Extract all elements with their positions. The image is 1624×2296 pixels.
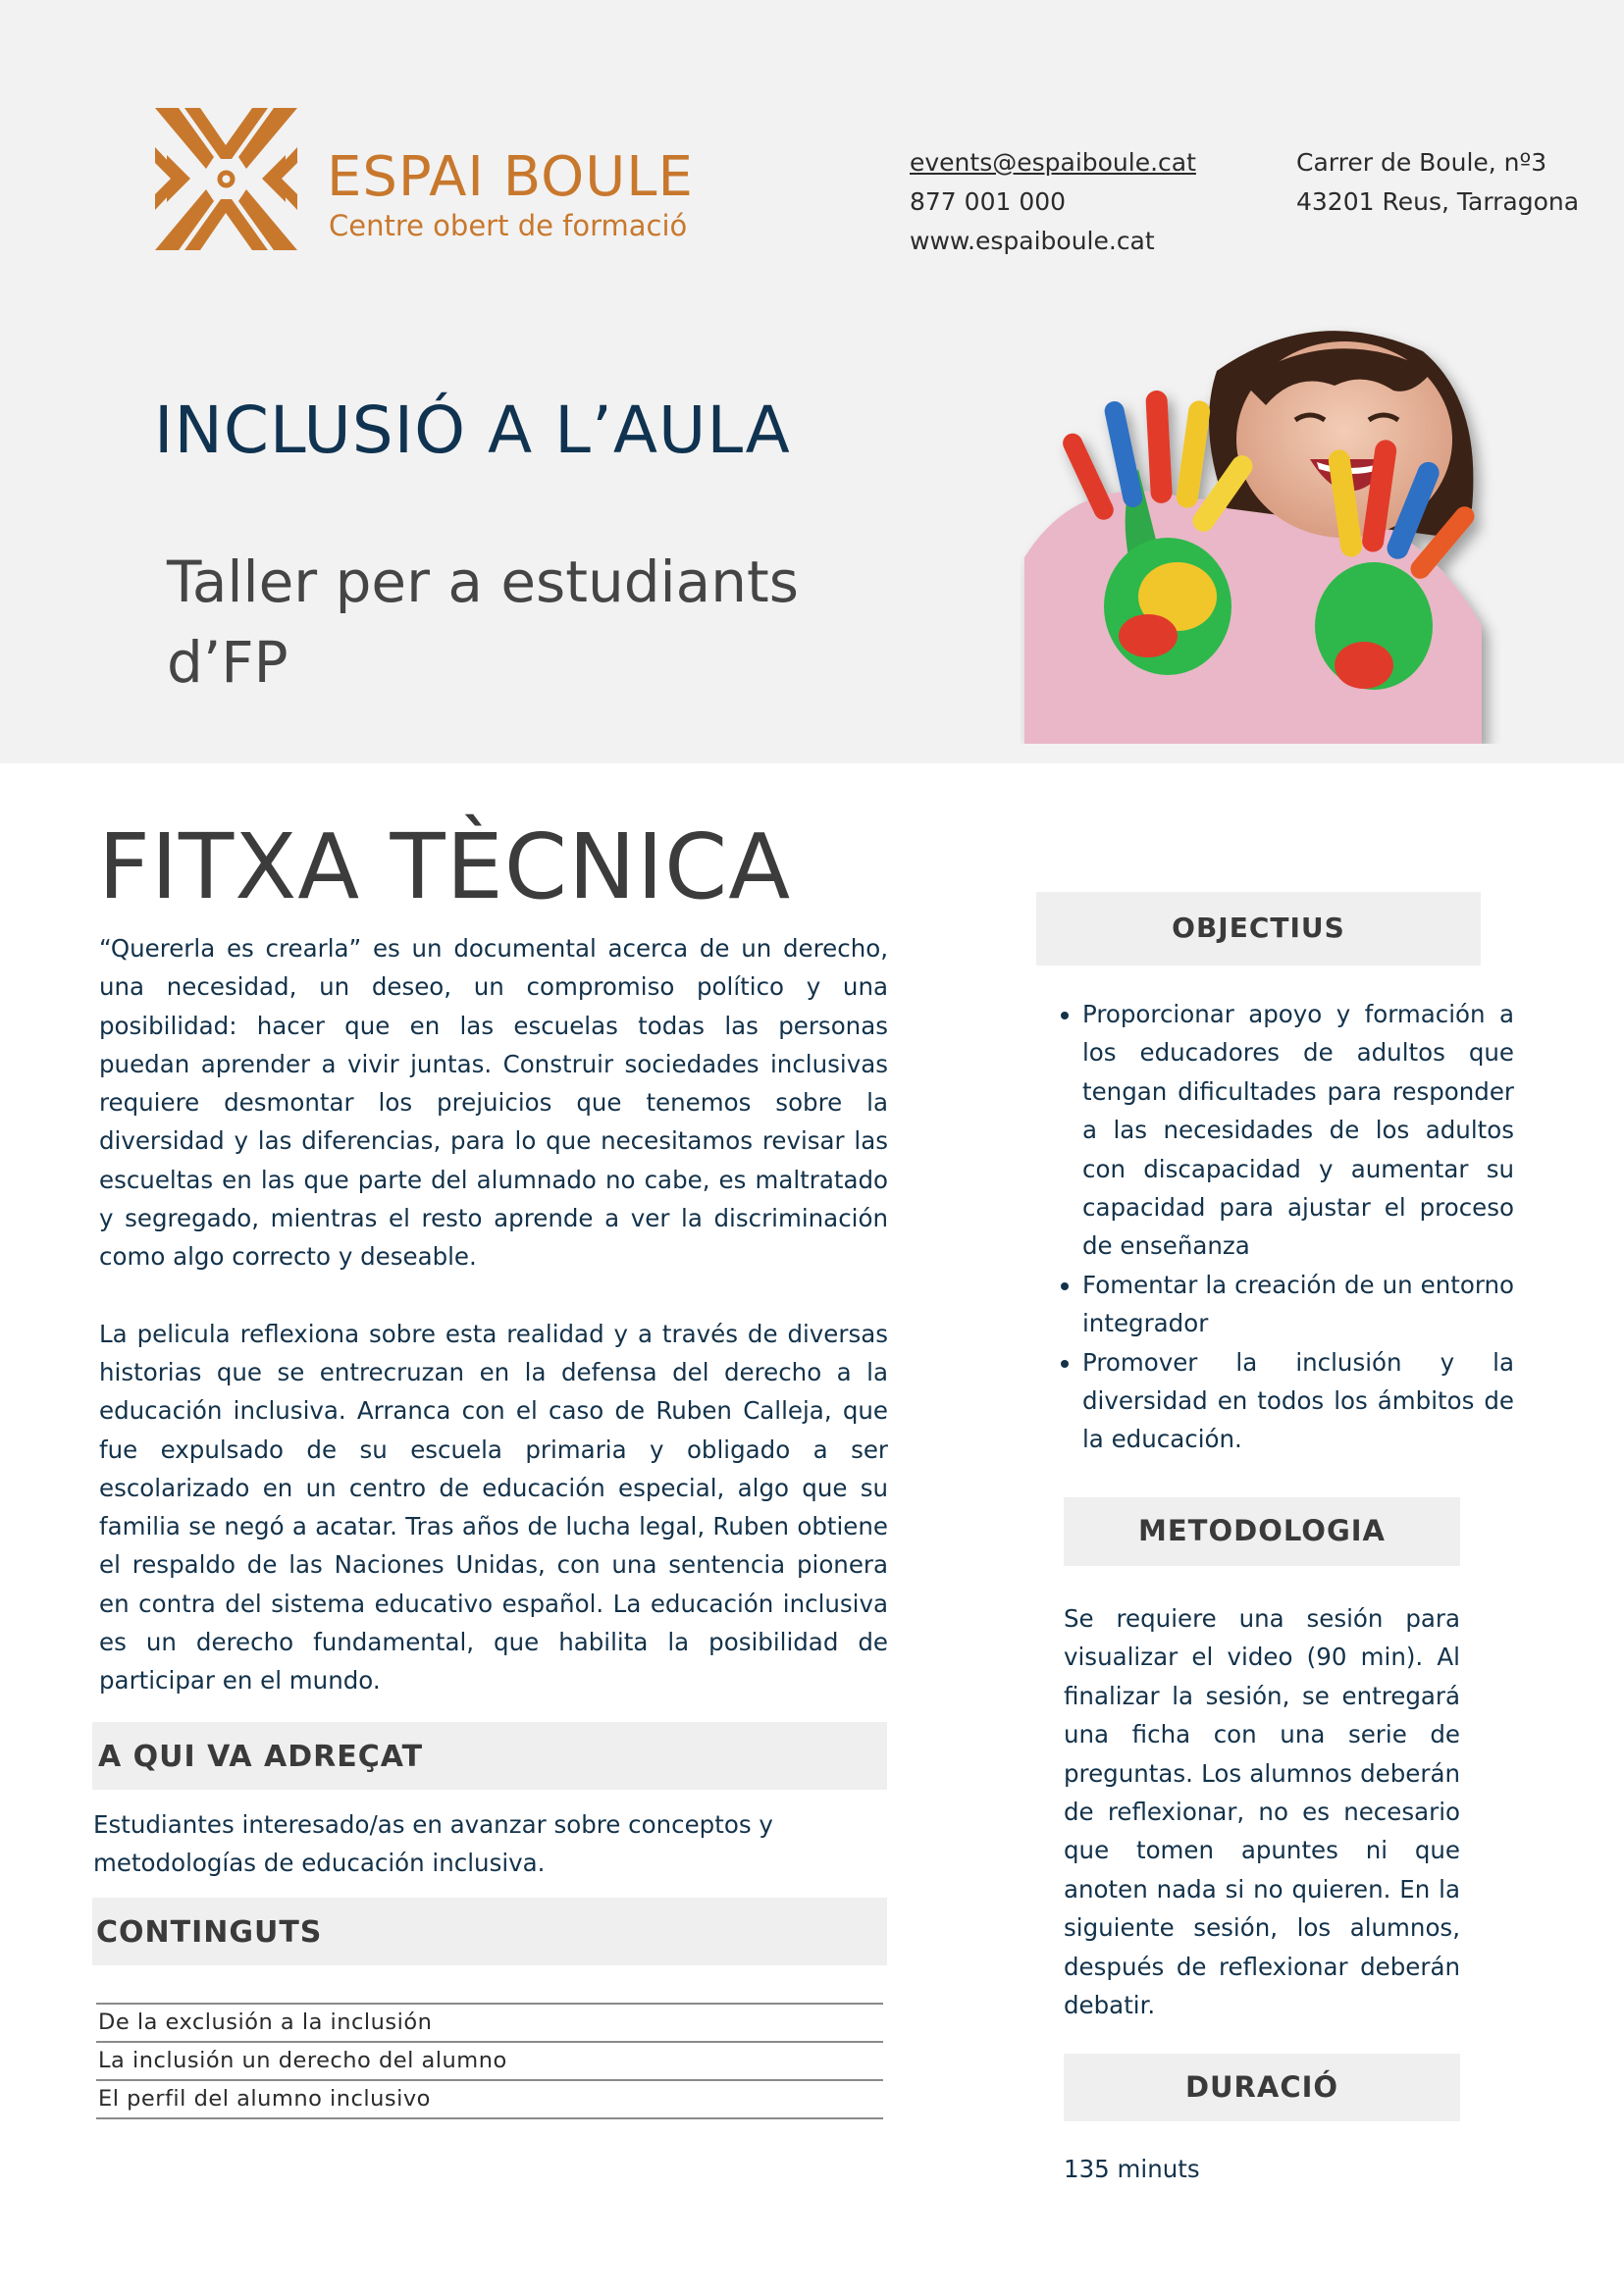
a-qui-va-adrecat-heading: A QUI VA ADREÇAT xyxy=(92,1722,887,1790)
address-block xyxy=(1296,143,1579,222)
list-item: De la exclusión a la inclusión xyxy=(96,2005,883,2043)
fitxa-tecnica-heading: FITXA TÈCNICA xyxy=(98,814,792,919)
list-item: • Proporcionar apoyo y formación a los educadores de adultos que tengan dificultades para responder a las necesidades de los adultos con discapacidad y aumentar su capacidad para ajustar el proceso de enseñanza xyxy=(1082,995,1514,1266)
objectius-list xyxy=(1051,995,1514,1459)
duracio-text: 135 minuts xyxy=(1064,2155,1200,2183)
contact-web: www.espaiboule.cat xyxy=(910,227,1155,255)
brand-subtitle: Centre obert de formació xyxy=(329,209,688,242)
espai-boule-logo-icon xyxy=(155,108,297,250)
list-item: El perfil del alumno inclusivo xyxy=(96,2081,883,2119)
intro-text xyxy=(99,929,888,1739)
address-line1: Carrer de Boule, nº3 xyxy=(1296,148,1547,177)
continguts-list xyxy=(96,2003,883,2119)
continguts-heading: CONTINGUTS xyxy=(92,1898,887,1965)
intro-paragraph: “Quererla es crearla” es un documental acerca de un derecho, una necesidad, un deseo, un compromiso político y una posibilidad: hacer que en las escuelas todas las personas puedan aprender a vivir juntas. Construir sociedades inclusivas requiere desmontar los prejuicios que tenemos sobre la diversidad y las diferencias, para lo que necesitamos revisar las escueltas en las que parte del alumnado no cabe, es maltratado y segregado, mientras el resto aprende a ver la discriminación como algo correcto y deseable. xyxy=(99,934,888,1272)
duracio-heading: DURACIÓ xyxy=(1064,2054,1460,2121)
contact-phone: 877 001 000 xyxy=(910,187,1067,216)
metodologia-heading: METODOLOGIA xyxy=(1064,1497,1460,1566)
contact-email-link[interactable]: events@espaiboule.cat xyxy=(910,148,1196,177)
list-item: • Promover la inclusión y la diversidad en todos los ámbitos de la educación. xyxy=(1082,1343,1514,1459)
list-item: • Fomentar la creación de un entorno integrador xyxy=(1082,1266,1514,1343)
page-title: INCLUSIÓ A L’AULA xyxy=(154,392,791,468)
address-line2: 43201 Reus, Tarragona xyxy=(1296,187,1580,216)
intro-paragraph: La pelicula reflexiona sobre esta realidad y a través de diversas historias que se entrecruzan en la defensa del derecho a la educación inclusiva. Arranca con el caso de Ruben Calleja, que fue expulsado de su escuela primaria y obligado a ser escolarizado en un centro de educación especial, algo que su familia se negó a acatar. Tras años de lucha legal, Ruben obtiene el respaldo de las Naciones Unidas, con una sentencia pionera en contra del sistema educativo español. La educación inclusiva es un derecho fundamental, que habilita la posibilidad de participar en el mundo. xyxy=(99,1319,888,1696)
brand-name: ESPAI BOULE xyxy=(327,145,694,209)
a-qui-va-adrecat-text: Estudiantes interesado/as en avanzar sobre conceptos y metodologías de educación inclusiva. xyxy=(93,1810,773,1878)
contact-block xyxy=(910,143,1196,261)
list-item: La inclusión un derecho del alumno xyxy=(96,2043,883,2081)
metodologia-text: Se requiere una sesión para visualizar el video (90 min). Al finalizar la sesión, se entregará una ficha con una serie de preguntas. Los alumnos deberán de reflexionar, no es necesario que tomen apuntes ni que anoten nada si no quieren. En la siguiente sesión, los alumnos, después de reflexionar deberán debatir. xyxy=(1064,1604,1460,2020)
child-painted-hands-photo xyxy=(1021,312,1511,744)
page-subtitle: Taller per a estudiants d’FP xyxy=(167,548,799,696)
objectius-heading: OBJECTIUS xyxy=(1036,892,1481,965)
